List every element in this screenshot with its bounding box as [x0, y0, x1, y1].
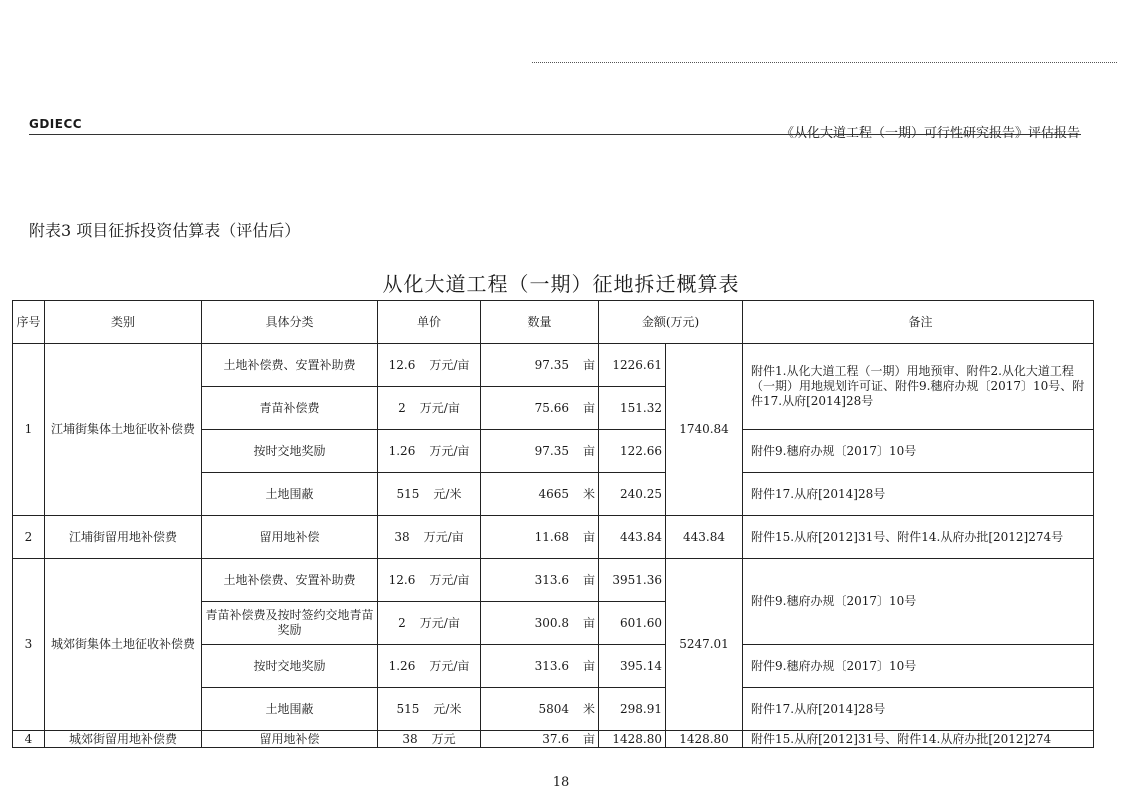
qty-unit: 亩 — [582, 443, 595, 458]
group-total-cell: 1428.80 — [666, 731, 743, 748]
price-cell — [378, 731, 481, 748]
col-header-category: 类别 — [45, 301, 202, 344]
amount-cell: 1428.80 — [599, 731, 666, 748]
item-cell: 按时交地奖励 — [202, 430, 378, 473]
notes-cell: 附件9.穗府办规〔2017〕10号 — [743, 645, 1094, 688]
group-total-cell: 1740.84 — [666, 344, 743, 516]
item-cell: 土地补偿费、安置补助费 — [202, 344, 378, 387]
amount-cell: 151.32 — [599, 387, 666, 430]
amount-cell: 240.25 — [599, 473, 666, 516]
amount-cell: 601.60 — [599, 602, 666, 645]
item-cell: 青苗补偿费及按时签约交地青苗奖励 — [202, 602, 378, 645]
item-cell: 青苗补偿费 — [202, 387, 378, 430]
col-header-qty: 数量 — [481, 301, 599, 344]
col-header-item: 具体分类 — [202, 301, 378, 344]
price-unit: 万元/亩 — [419, 400, 460, 415]
notes-cell: 附件9.穗府办规〔2017〕10号 — [743, 559, 1094, 645]
price-cell — [378, 602, 481, 645]
header-rule — [29, 134, 1081, 135]
amount-cell: 1226.61 — [599, 344, 666, 387]
col-header-amount: 金额(万元) — [599, 301, 743, 344]
qty-value: 300.8 — [534, 615, 569, 630]
notes-cell: 附件17.从府[2014]28号 — [743, 473, 1094, 516]
qty-unit: 亩 — [582, 357, 595, 372]
qty-value: 313.6 — [534, 658, 569, 673]
category-cell: 江埔街集体土地征收补偿费 — [45, 344, 202, 516]
table-row — [13, 731, 1094, 748]
item-cell: 土地围蔽 — [202, 688, 378, 731]
item-cell: 土地围蔽 — [202, 473, 378, 516]
price-value: 2 — [398, 400, 406, 415]
top-dotted-rule — [532, 62, 1117, 63]
qty-value: 11.68 — [534, 529, 569, 544]
qty-unit: 亩 — [582, 615, 595, 630]
item-cell: 留用地补偿 — [202, 731, 378, 748]
notes-cell: 附件15.从府[2012]31号、附件14.从府办批[2012]274 — [743, 731, 1094, 748]
compensation-table — [12, 300, 1094, 748]
price-cell — [378, 344, 481, 387]
price-value: 2 — [398, 615, 406, 630]
qty-value: 97.35 — [534, 357, 569, 372]
table-row — [13, 516, 1094, 559]
price-cell — [378, 516, 481, 559]
qty-unit: 亩 — [582, 658, 595, 673]
notes-cell: 附件15.从府[2012]31号、附件14.从府办批[2012]274号 — [743, 516, 1094, 559]
item-cell: 按时交地奖励 — [202, 645, 378, 688]
table-row — [13, 559, 1094, 602]
qty-unit: 亩 — [582, 731, 595, 746]
price-cell — [378, 430, 481, 473]
price-cell — [378, 688, 481, 731]
price-value: 515 — [396, 486, 420, 501]
qty-unit: 米 — [582, 486, 595, 501]
notes-cell: 附件17.从府[2014]28号 — [743, 688, 1094, 731]
item-cell: 土地补偿费、安置补助费 — [202, 559, 378, 602]
col-header-price: 单价 — [378, 301, 481, 344]
item-cell: 留用地补偿 — [202, 516, 378, 559]
price-unit: 万元/亩 — [429, 658, 470, 673]
qty-cell — [481, 430, 599, 473]
price-value: 12.6 — [388, 572, 416, 587]
table-header-row — [13, 301, 1094, 344]
price-unit: 万元/亩 — [423, 529, 464, 544]
header-report-title: 《从化大道工程（一期）可行性研究报告》评估报告 — [780, 126, 1080, 141]
qty-unit: 亩 — [582, 400, 595, 415]
qty-cell — [481, 688, 599, 731]
price-value: 1.26 — [388, 658, 416, 673]
price-unit: 万元 — [431, 731, 456, 746]
price-unit: 万元/亩 — [429, 357, 470, 372]
table-row — [13, 344, 1094, 387]
seq-cell: 4 — [13, 731, 45, 748]
price-value: 1.26 — [388, 443, 416, 458]
page-number: 18 — [552, 775, 570, 790]
amount-cell: 443.84 — [599, 516, 666, 559]
price-cell — [378, 387, 481, 430]
qty-cell — [481, 731, 599, 748]
price-value: 38 — [394, 529, 410, 544]
price-unit: 万元/亩 — [429, 443, 470, 458]
amount-cell: 3951.36 — [599, 559, 666, 602]
seq-cell: 3 — [13, 559, 45, 731]
qty-value: 5804 — [538, 701, 569, 716]
appendix-title: 附表3 项目征拆投资估算表（评估后） — [29, 221, 301, 240]
price-unit: 万元/亩 — [419, 615, 460, 630]
qty-cell — [481, 344, 599, 387]
notes-cell: 附件9.穗府办规〔2017〕10号 — [743, 430, 1094, 473]
qty-value: 37.6 — [542, 731, 569, 746]
amount-cell: 298.91 — [599, 688, 666, 731]
seq-cell: 1 — [13, 344, 45, 516]
qty-cell — [481, 516, 599, 559]
seq-cell: 2 — [13, 516, 45, 559]
amount-cell: 122.66 — [599, 430, 666, 473]
price-cell — [378, 473, 481, 516]
price-unit: 元/米 — [433, 486, 462, 501]
header-org-code: GDIECC — [29, 117, 83, 131]
category-cell: 城郊街留用地补偿费 — [45, 731, 202, 748]
qty-unit: 亩 — [582, 529, 595, 544]
price-cell — [378, 645, 481, 688]
col-header-notes: 备注 — [743, 301, 1094, 344]
group-total-cell: 5247.01 — [666, 559, 743, 731]
notes-cell: 附件1.从化大道工程（一期）用地预审、附件2.从化大道工程（一期）用地规划许可证、附件9.穗府办规〔2017〕10号、附件17.从府[2014]28号 — [743, 344, 1094, 430]
group-total-cell: 443.84 — [666, 516, 743, 559]
price-cell — [378, 559, 481, 602]
qty-cell — [481, 602, 599, 645]
price-unit: 万元/亩 — [429, 572, 470, 587]
qty-cell — [481, 559, 599, 602]
qty-value: 4665 — [538, 486, 569, 501]
qty-cell — [481, 387, 599, 430]
category-cell: 城郊街集体土地征收补偿费 — [45, 559, 202, 731]
qty-cell — [481, 645, 599, 688]
table-title: 从化大道工程（一期）征地拆迁概算表 — [382, 272, 740, 296]
price-value: 515 — [396, 701, 420, 716]
qty-value: 97.35 — [534, 443, 569, 458]
qty-cell — [481, 473, 599, 516]
price-value: 12.6 — [388, 357, 416, 372]
qty-value: 313.6 — [534, 572, 569, 587]
category-cell: 江埔街留用地补偿费 — [45, 516, 202, 559]
price-value: 38 — [402, 731, 418, 746]
price-unit: 元/米 — [433, 701, 462, 716]
qty-unit: 米 — [582, 701, 595, 716]
qty-unit: 亩 — [582, 572, 595, 587]
qty-value: 75.66 — [534, 400, 569, 415]
amount-cell: 395.14 — [599, 645, 666, 688]
col-header-seq: 序号 — [13, 301, 45, 344]
